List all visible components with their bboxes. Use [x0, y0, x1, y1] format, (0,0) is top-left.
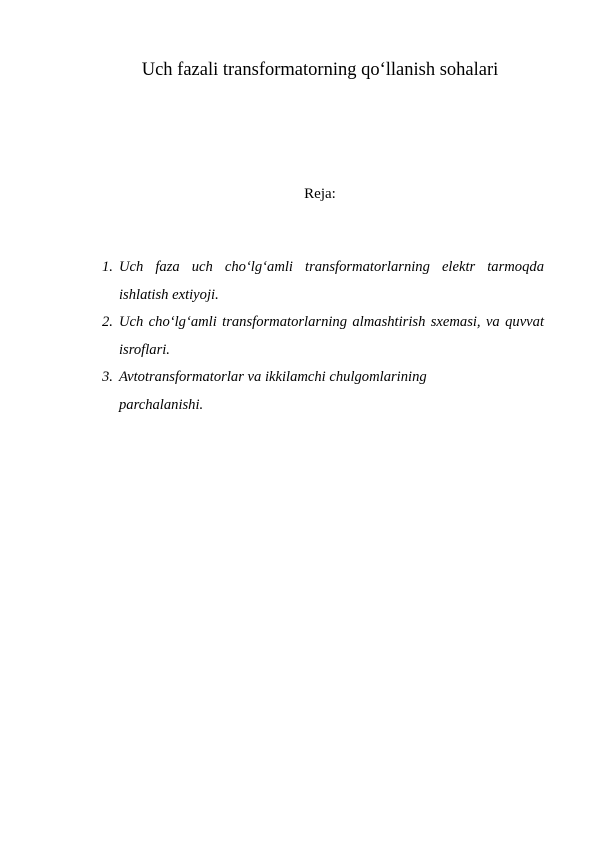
plan-item-text: Uch cho‘lg‘amli transformatorlarning almashtirish sxemasi, va quvvat isroflari.: [119, 314, 544, 358]
plan-item-number: 1.: [102, 259, 113, 275]
plan-item-2: [102, 309, 544, 364]
plan-item-3: [102, 364, 449, 419]
plan-heading: Reja:: [304, 186, 336, 202]
document-title: Uch fazali transformatorning qo‘llanish sohalari: [141, 60, 499, 80]
plan-item-text: Avtotransformatorlar va ikkilamchi chulgomlarining parchalanishi.: [119, 369, 427, 413]
plan-item-text: Uch faza uch cho‘lg‘amli transformatorlarning elektr tarmoqda ishlatish extiyoji.: [119, 259, 544, 303]
plan-item-number: 3.: [102, 369, 113, 385]
plan-list: [102, 254, 544, 419]
plan-item-1: [102, 254, 544, 309]
plan-item-number: 2.: [102, 314, 113, 330]
